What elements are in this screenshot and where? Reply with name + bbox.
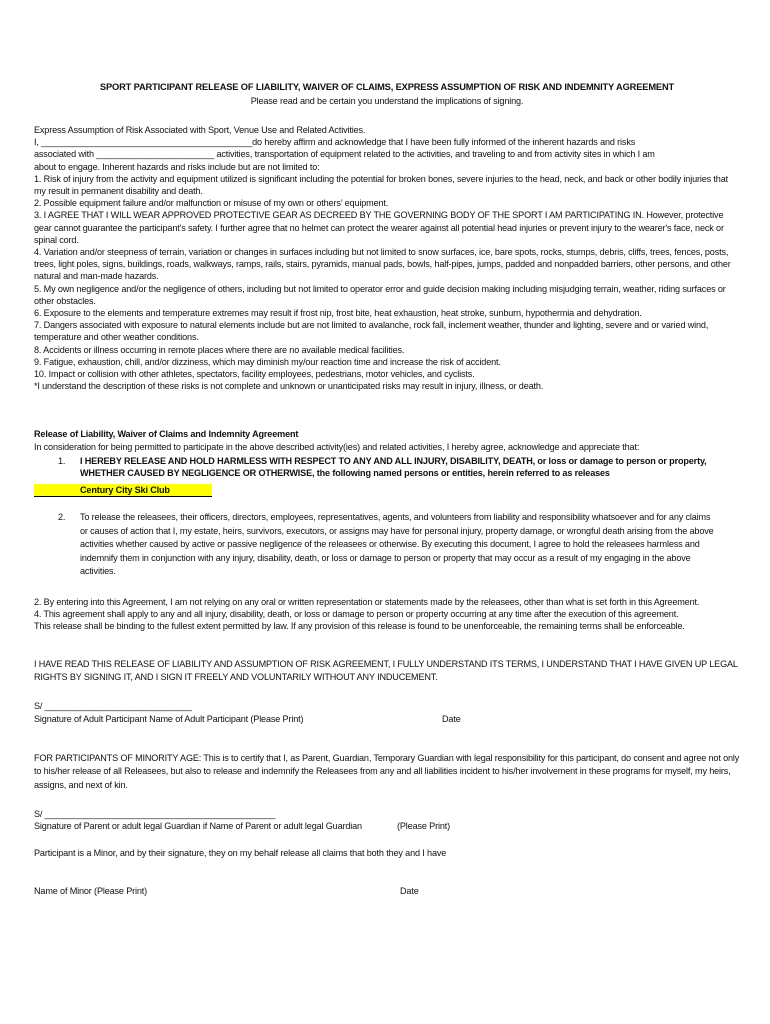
release-item-1-text: I HEREBY RELEASE AND HOLD HARMLESS WITH RESPECT TO ANY AND ALL INJURY, DISABILITY, DEATH, or loss or damage to person or property, WHETHER CAUSED BY NEGLIGENCE OR OTHERWISE, the following named persons or entities, herein referred to as releases	[80, 456, 707, 479]
risk-intro-line: about to engage. Inherent hazards and risks include but are not limited to:	[34, 161, 320, 172]
release-item-2-number: 2.	[58, 512, 66, 522]
agreement-section	[34, 596, 740, 633]
risk-item-8: 8. Accidents or illness occurring in remote places where there are no available medical facilities.	[34, 344, 405, 355]
release-intro: In consideration for being permitted to participate in the above described activity(ies) and related activities, I hereby agree, acknowledge and appreciate that:	[34, 442, 640, 452]
document-title: SPORT PARTICIPANT RELEASE OF LIABILITY, WAIVER OF CLAIMS, EXPRESS ASSUMPTION OF RISK AND INDEMNITY AGREEMENT	[99, 82, 675, 92]
parent-signature-label: Signature of Parent or adult legal Guardian if Name of Parent or adult legal Guardian	[34, 821, 362, 831]
adult-date-label: Date	[442, 714, 461, 724]
risk-item-4: 4. Variation and/or steepness of terrain, variation or changes in surfaces including but not limited to snow surfaces, ice, bare spots, rocks, stumps, debris, cliffs, trees, fences, posts, trees, light poles, signs, buildings, roads, walkways, ramps, rails, stairs, pyramids, manual pads, bowls, half-pipes, jumps, padded and nonpadded barriers, other persons, and other natural and man-made hazards.	[34, 247, 731, 282]
minor-name-label: Name of Minor (Please Print)	[34, 886, 148, 896]
document-subtitle: Please read and be certain you understand the implications of signing.	[250, 96, 524, 106]
risk-item-1: 1. Risk of injury from the activity and equipment utilized is significant including the potential for broken bones, severe injuries to the head, neck, and back or other bodily injuries that my result in permanent disability and death.	[34, 173, 728, 197]
release-heading: Release of Liability, Waiver of Claims and Indemnity Agreement	[34, 429, 299, 439]
risk-item-5: 5. My own negligence and/or the negligence of others, including but not limited to operator error and guide decision making including misjudging terrain, weather, riding surfaces or other obstacles.	[34, 283, 726, 306]
release-item-2-text: To release the releasees, their officers, directors, employees, representatives, agents, and volunteers from liability and responsibility whatsoever and for any claims or causes of action that I, my estate, heirs, survivors, executors, or assigns may have for personal injury, property damage, or wrongful death arising from the above activities whether caused by active or passive negligence of the releasees or otherwise. By executing this document, I agree to hold the releasees harmless and indemnify them in conjunction with any injury, disability, death, or loss or damage to person or property that may occur as a result of my engaging in the above activities.	[80, 512, 714, 577]
agreement-scope: 4. This agreement shall apply to any and all injury, disability, death, or loss or damage to person or property occurring at any time after the execution of this agreement.	[34, 609, 679, 620]
risk-heading: Express Assumption of Risk Associated with Sport, Venue Use and Related Activities.	[34, 125, 366, 135]
release-item-1-number: 1.	[58, 456, 66, 466]
agreement-binding: This release shall be binding to the fullest extent permitted by law. If any provision of this release is found to be unenforceable, the remaining terms shall be enforceable.	[34, 621, 685, 632]
risk-item-10: 10. Impact or collision with other athletes, spectators, facility employees, pedestrians, motor vehicles, and cyclists.	[34, 369, 475, 380]
risk-disclaimer: *I understand the description of these risks is not complete and unknown or unanticipated risks may result in injury, illness, or death.	[34, 381, 544, 392]
parent-signature-line: S/ _______________________________________________	[34, 809, 276, 819]
agreement-reliance: 2. By entering into this Agreement, I am not relying on any oral or written representation or statements made by the releasees, other than what is set forth in this Agreement.	[34, 597, 700, 607]
risk-item-9: 9. Fatigue, exhaustion, chill, and/or dizziness, which may diminish my/our reaction time and increase the risk of accident.	[34, 356, 501, 367]
adult-signature-label: Signature of Adult Participant Name of Adult Participant (Please Print)	[34, 714, 304, 724]
minor-date-label: Date	[400, 886, 419, 896]
club-name-highlight	[34, 484, 212, 497]
risk-item-2: 2. Possible equipment failure and/or malfunction or misuse of my own or others’ equipment.	[34, 198, 389, 209]
risk-item-6: 6. Exposure to the elements and temperature extremes may result if frost nip, frost bite, heat exhaustion, heat stroke, sunburn, hypothermia and dehydration.	[34, 308, 642, 319]
minority-consent: FOR PARTICIPANTS OF MINORITY AGE: This is to certify that I, as Parent, Guardian, Temporary Guardian with legal responsibility for this participant, do consent and agree not only to his/her release of all Releasees, but also to release and indemnify the Releasees from any and all liabilities incident to his/her involvement in these programs for myself, my heirs, assigns, and next of kin.	[34, 753, 740, 790]
adult-signature-line: S/ ______________________________	[34, 701, 192, 711]
risk-item-3: 3. I AGREE THAT I WILL WEAR APPROVED PROTECTIVE GEAR AS DECREED BY THE GOVERNING BODY OF THE SPORT I AM PARTICIPATING IN. However, protective gear cannot guarantee the participant's safety. I further agree that no helmet can protect the wearer against all potential head injuries or prevent injury to the wearer's face, neck or spinal cord.	[34, 210, 724, 245]
risk-affirm-line: I, ___________________________________________do hereby affirm and acknowledge that I have been fully informed of the inherent hazards and risks	[34, 137, 636, 148]
participant-minor-statement: Participant is a Minor, and by their signature, they on my behalf release all claims that both they and I have	[34, 848, 447, 858]
risk-item-7: 7. Dangers associated with exposure to natural elements include but are not limited to avalanche, rock fall, inclement weather, thunder and lighting, severe and or varied wind, temperature and other weather conditions.	[34, 320, 709, 343]
risk-section	[34, 124, 740, 392]
club-name: Century City Ski Club	[80, 485, 170, 495]
acknowledgement-statement: I HAVE READ THIS RELEASE OF LIABILITY AND ASSUMPTION OF RISK AGREEMENT, I FULLY UNDERSTAND ITS TERMS, I UNDERSTAND THAT I HAVE GIVEN UP LEGAL RIGHTS BY SIGNING IT, AND I SIGN IT FREELY AND VOLUNTARILY WITHOUT ANY INDUCEMENT.	[34, 659, 738, 682]
risk-associated-line: associated with ________________________ activities, transportation of equipment related to the activities, and traveling to and from activity sites in which I am	[34, 149, 655, 160]
parent-print-label: (Please Print)	[397, 821, 450, 831]
